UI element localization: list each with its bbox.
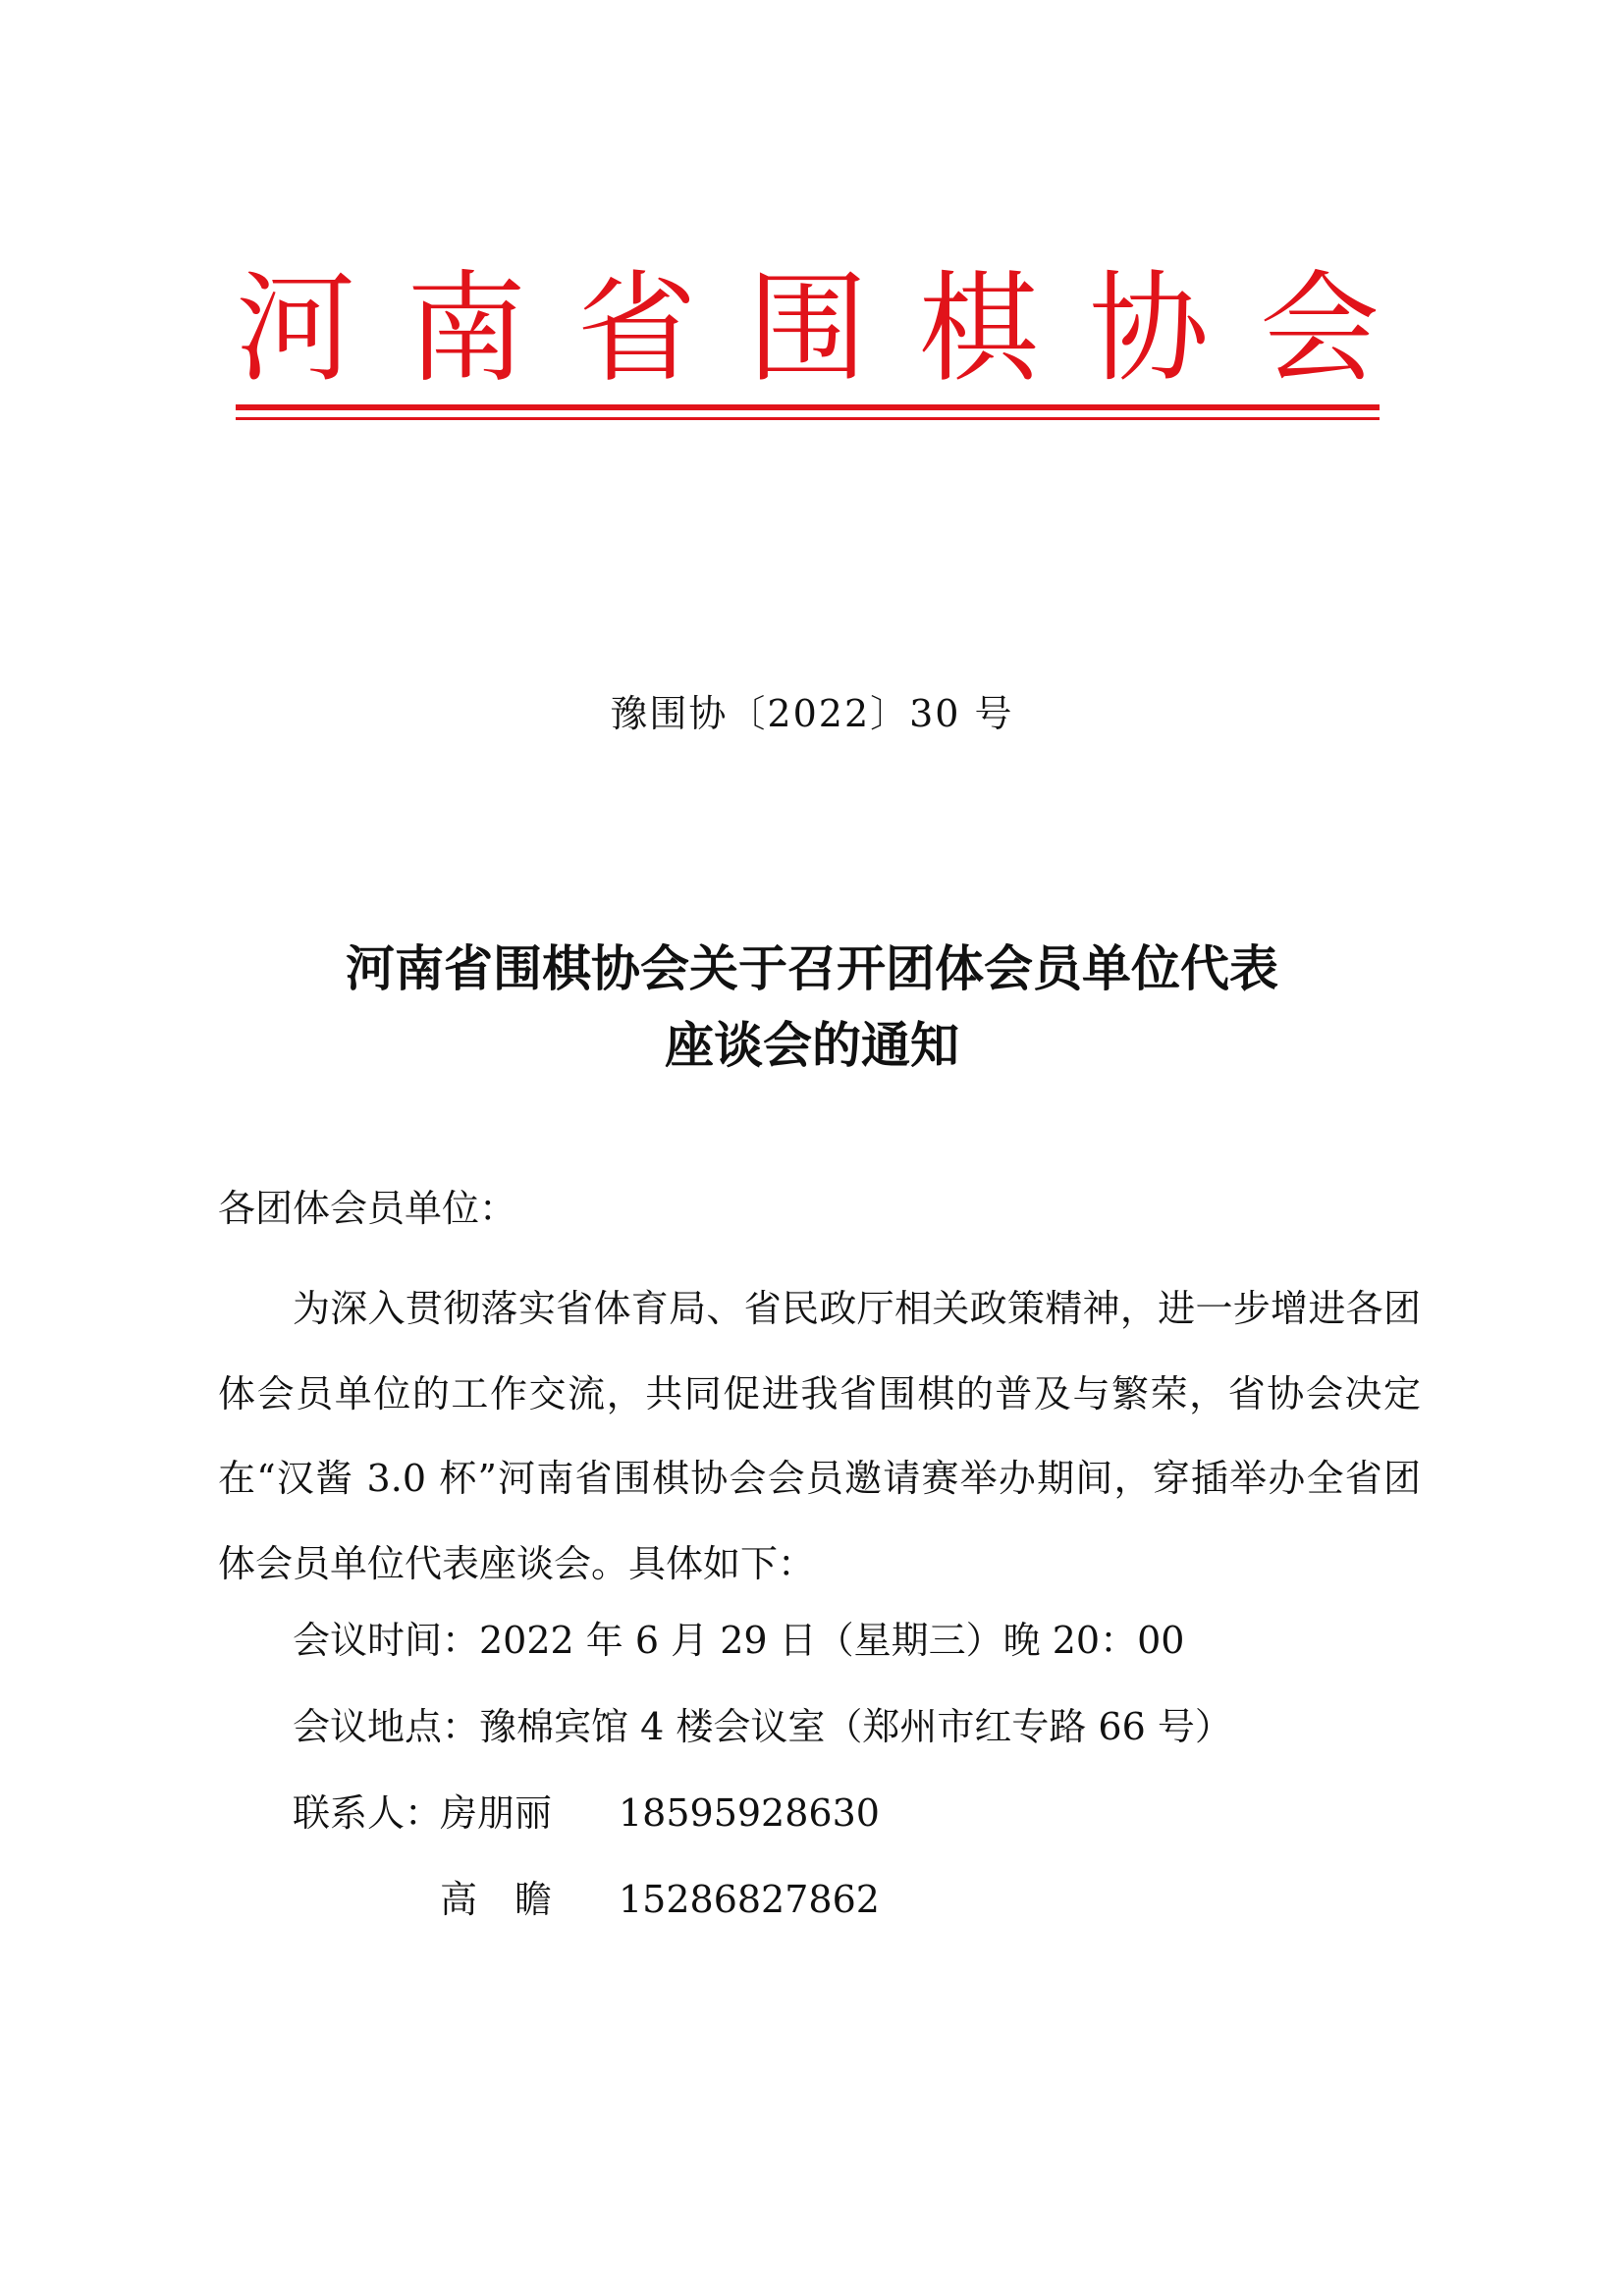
letterhead-title [236,259,1380,399]
letterhead-char: 围 [747,259,868,399]
letterhead-char: 棋 [918,259,1039,399]
meeting-place: 会议地点：豫棉宾馆 4 楼会议室（郑州市红专路 66 号） [293,1705,1232,1748]
meeting-time: 会议时间：2022 年 6 月 29 日（星期三）晚 20：00 [293,1619,1185,1662]
letterhead-divider-thick [236,404,1380,410]
document-title [0,931,1624,1084]
title-line-1: 河南省围棋协会关于召开团体会员单位代表 [346,940,1278,997]
document-number: 豫围协〔2022〕30 号 [610,692,1014,735]
contact-row [293,1789,880,1838]
contact-label: 联系人： [293,1791,443,1835]
letterhead-char: 南 [406,259,526,399]
contact-name: 高 瞻 [440,1878,553,1921]
letterhead-char: 协 [1089,259,1210,399]
contact-phone: 18595928630 [619,1791,880,1835]
salutation: 各团体会员单位： [218,1187,517,1230]
letterhead-char: 会 [1259,259,1380,399]
body-paragraph: 为深入贯彻落实省体育局、省民政厅相关政策精神，进一步增进各团体会员单位的工作交流，共同促进我省围棋的普及与繁荣，省协会决定在“汉酱 3.0 杯”河南省围棋协会会员邀请赛举办期间，穿插举办全省团体会员单位代表座谈会。具体如下： [218,1287,1421,1585]
letterhead-divider-thin [236,417,1380,420]
contact-row [293,1875,880,1924]
contact-phone: 15286827862 [619,1878,880,1921]
letterhead-char: 省 [576,259,697,399]
letterhead-char: 河 [236,259,355,399]
contact-name: 房朋丽 [440,1791,553,1835]
title-line-2: 座谈会的通知 [665,1017,959,1074]
